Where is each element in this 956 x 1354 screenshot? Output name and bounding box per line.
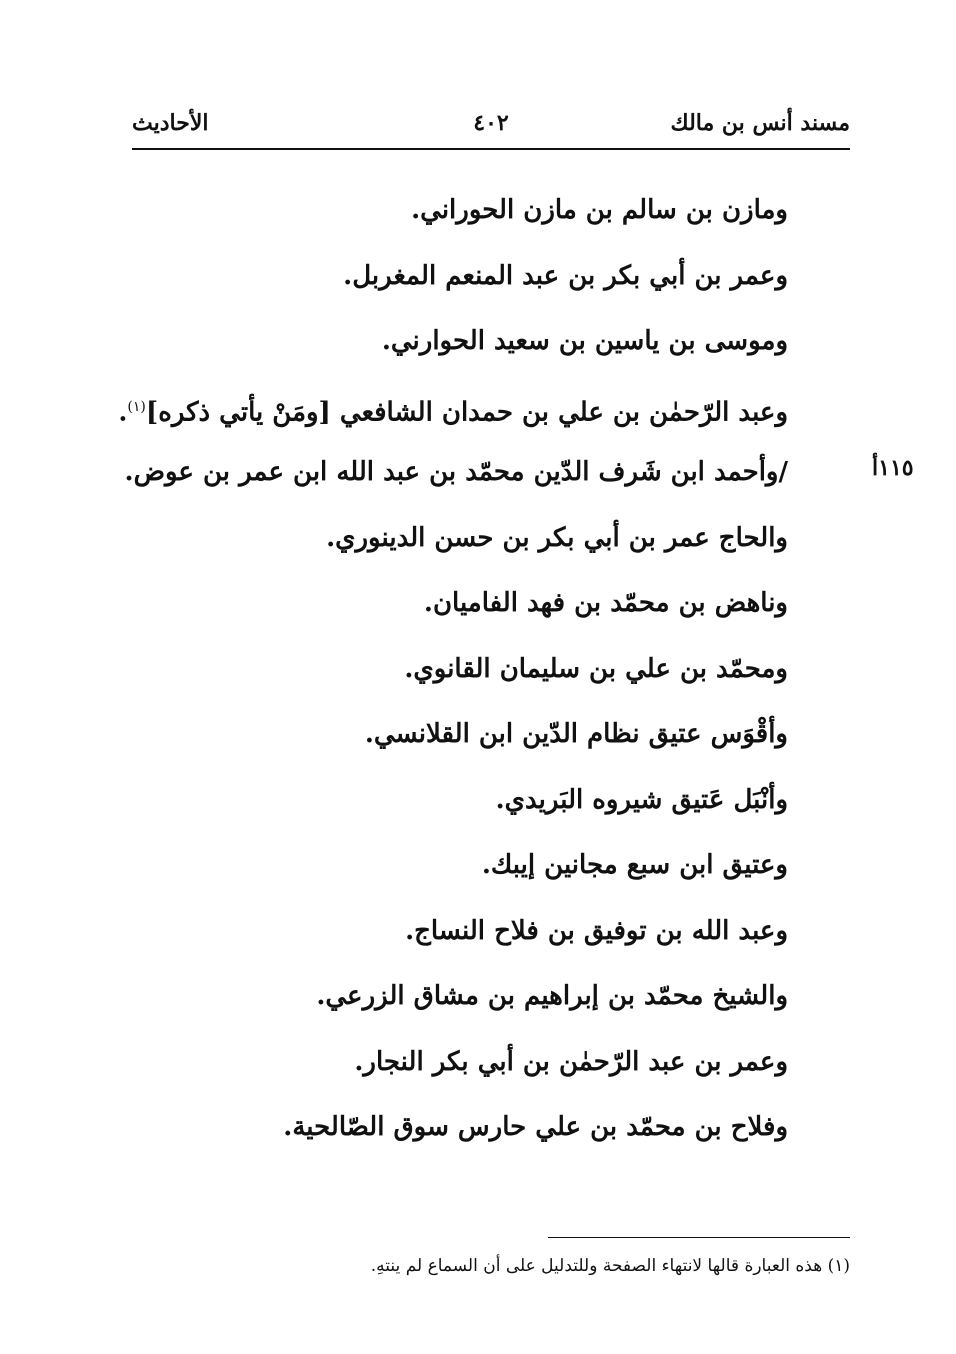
text-line: والحاج عمر بن أبي بكر بن حسن الدينوري.: [326, 522, 788, 553]
text-line: وفلاح بن محمّد بن علي حارس سوق الصّالحية.: [283, 1112, 788, 1142]
header-section-title: الأحاديث: [132, 110, 209, 136]
text-line: وناهض بن محمّد بن فهد الفاميان.: [423, 588, 788, 618]
text-line: وعبد الله بن توفيق بن فلاح النساج.: [405, 915, 788, 946]
text-line: وموسى بن ياسين بن سعيد الحوارني.: [381, 326, 788, 356]
header-book-title: مسند أنس بن مالك: [670, 110, 850, 136]
text-line: ومحمّد بن علي بن سليمان القانوي.: [404, 653, 788, 684]
text-line-content: وعبد الرّحمٰن بن علي بن حمدان الشافعي [ومَنْ يأتي ذكره]: [145, 397, 788, 428]
footnote-marker: (١): [127, 398, 146, 415]
text-line: ومازن بن سالم بن مازن الحوراني.: [411, 195, 788, 225]
text-line: /وأحمد ابن شَرف الدّين محمّد بن عبد الله ابن عمر بن عوض.: [124, 457, 788, 487]
text-line: وعتيق ابن سبع مجانين إيبك.: [481, 850, 788, 880]
footnote-divider: [548, 1237, 850, 1238]
page-number: ٤٠٢: [473, 110, 509, 136]
text-line: وعمر بن أبي بكر بن عبد المنعم المغربل.: [343, 260, 788, 291]
page-header: [132, 108, 850, 150]
margin-folio-note: ١١٥أ: [872, 455, 914, 481]
text-line-with-footnote: وعبد الرّحمٰن بن علي بن حمدان الشافعي [ومَنْ يأتي ذكره]$^{(١)}$.: [118, 397, 788, 428]
text-line: والشيخ محمّد بن إبراهيم بن مشاق الزرعي.: [316, 981, 788, 1011]
text-line: وعمر بن عبد الرّحمٰن بن أبي بكر النجار.: [354, 1046, 788, 1077]
footnote: (١) هذه العبارة قالها لانتهاء الصفحة وللتدليل على أن السماع لم ينتهِ.: [370, 1256, 850, 1276]
text-line: وأنْبَل عَتيق شيروه البَريدي.: [495, 784, 788, 815]
body-text: [120, 180, 788, 1163]
text-line: وأقْوَس عتيق نظام الدّين ابن القلانسي.: [364, 719, 788, 749]
